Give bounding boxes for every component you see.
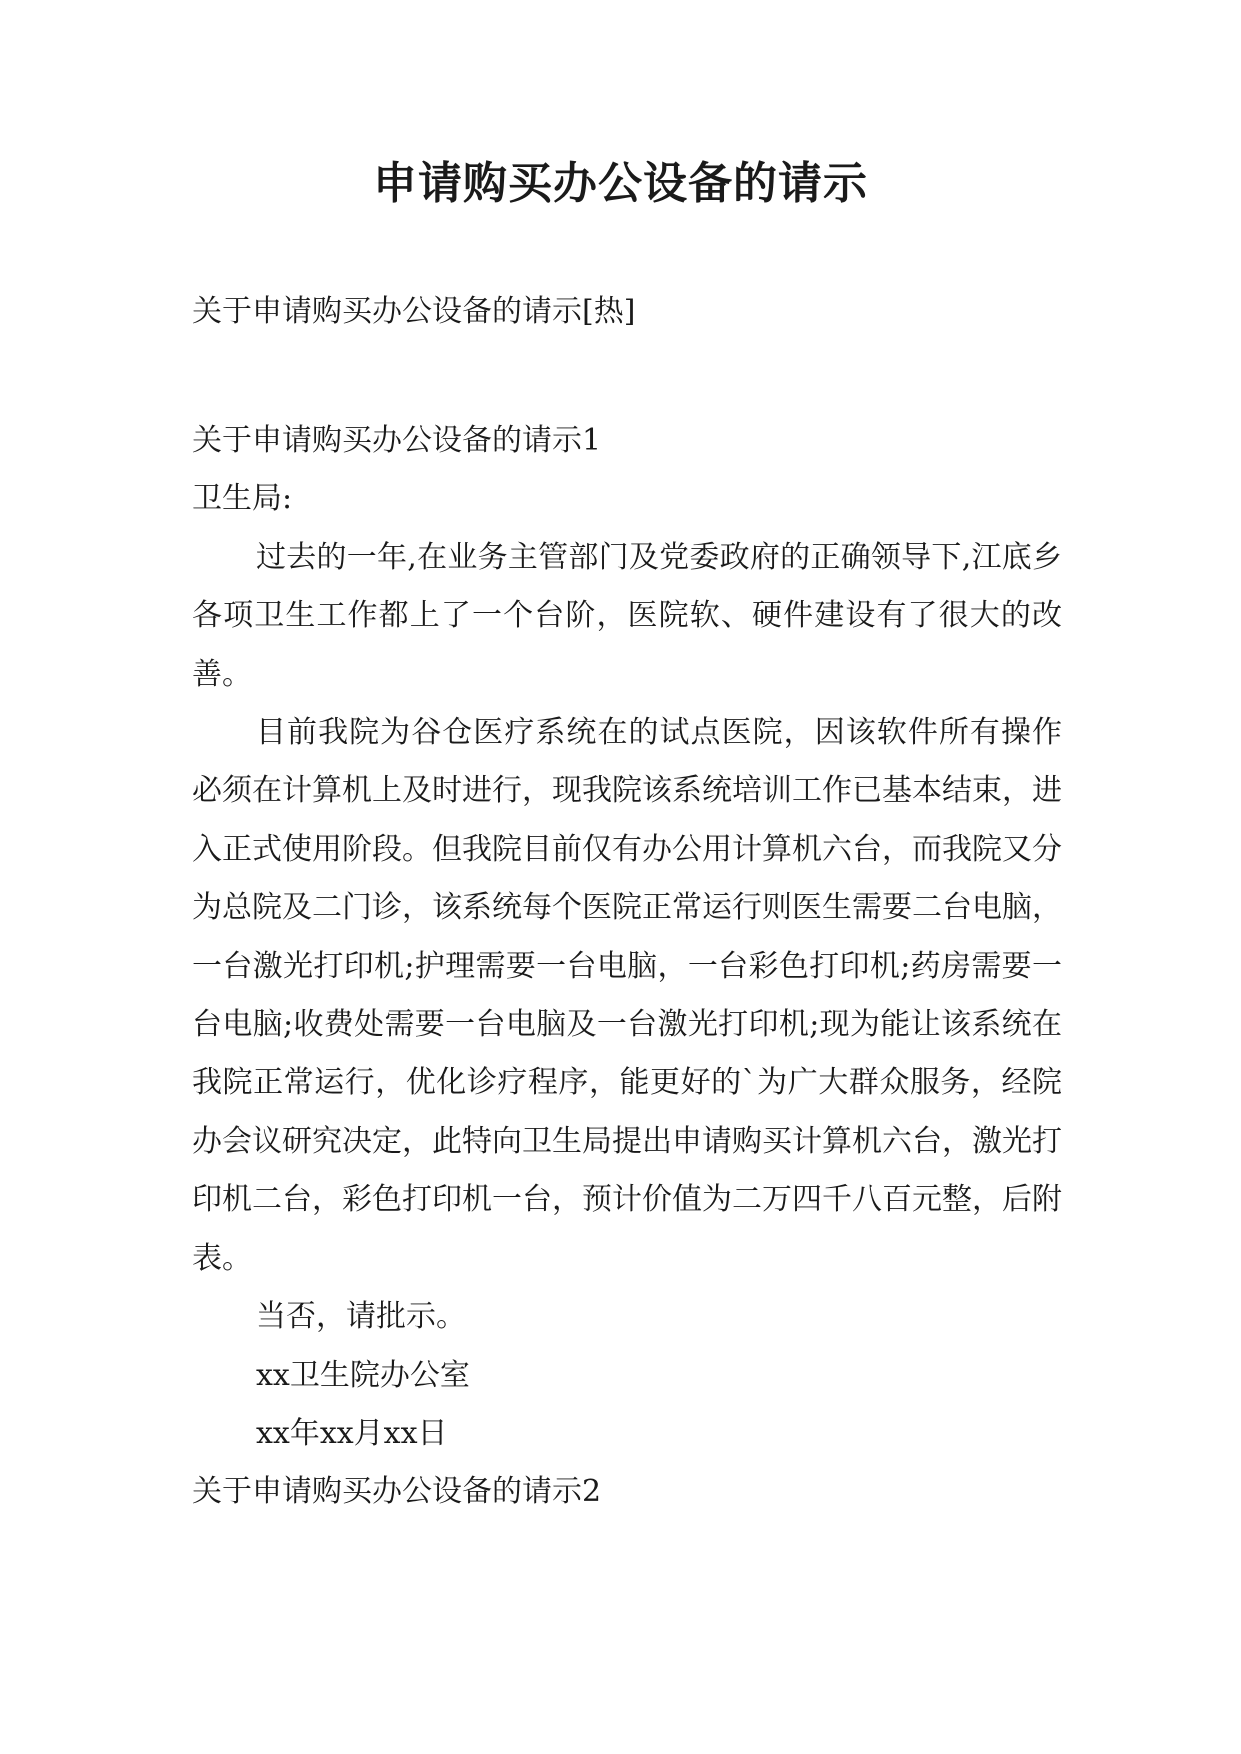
salutation: 卫生局: [192, 481, 293, 517]
document-body [192, 412, 1062, 1522]
signature: xx卫生院办公室 [256, 1357, 470, 1393]
document-subtitle: 关于申请购买办公设备的请示[热] [192, 294, 636, 329]
paragraph-1: 过去的一年,在业务主管部门及党委政府的正确领导下,江底乡各项卫生工作都上了一个台阶，医院软、硬件建设有了很大的改善。 [192, 539, 1062, 692]
paragraph-2: 目前我院为谷仓医疗系统在的试点医院，因该软件所有操作必须在计算机上及时进行，现我院该系统培训工作已基本结束，进入正式使用阶段。但我院目前仅有办公用计算机六台，而我院又分为总院及二门诊，该系统每个医院正常运行则医生需要二台电脑，一台激光打印机;护理需要一台电脑，一台彩色打印机;药房需要一台电脑;收费处需要一台电脑及一台激光打印机;现为能让该系统在我院正常运行，优化诊疗程序，能更好的`为广大群众服务，经院办会议研究决定，此特向卫生局提出申请购买计算机六台，激光打印机二台，彩色打印机一台，预计价值为二万四千八百元整，后附表。 [192, 715, 1062, 1276]
section-heading-1: 关于申请购买办公设备的请示1 [192, 423, 602, 458]
closing-line: 当否，请批示。 [256, 1299, 466, 1335]
document-title: 申请购买办公设备的请示 [373, 158, 868, 209]
date-line: xx年xx月xx日 [256, 1415, 448, 1451]
section-heading-2: 关于申请购买办公设备的请示2 [192, 1474, 602, 1510]
